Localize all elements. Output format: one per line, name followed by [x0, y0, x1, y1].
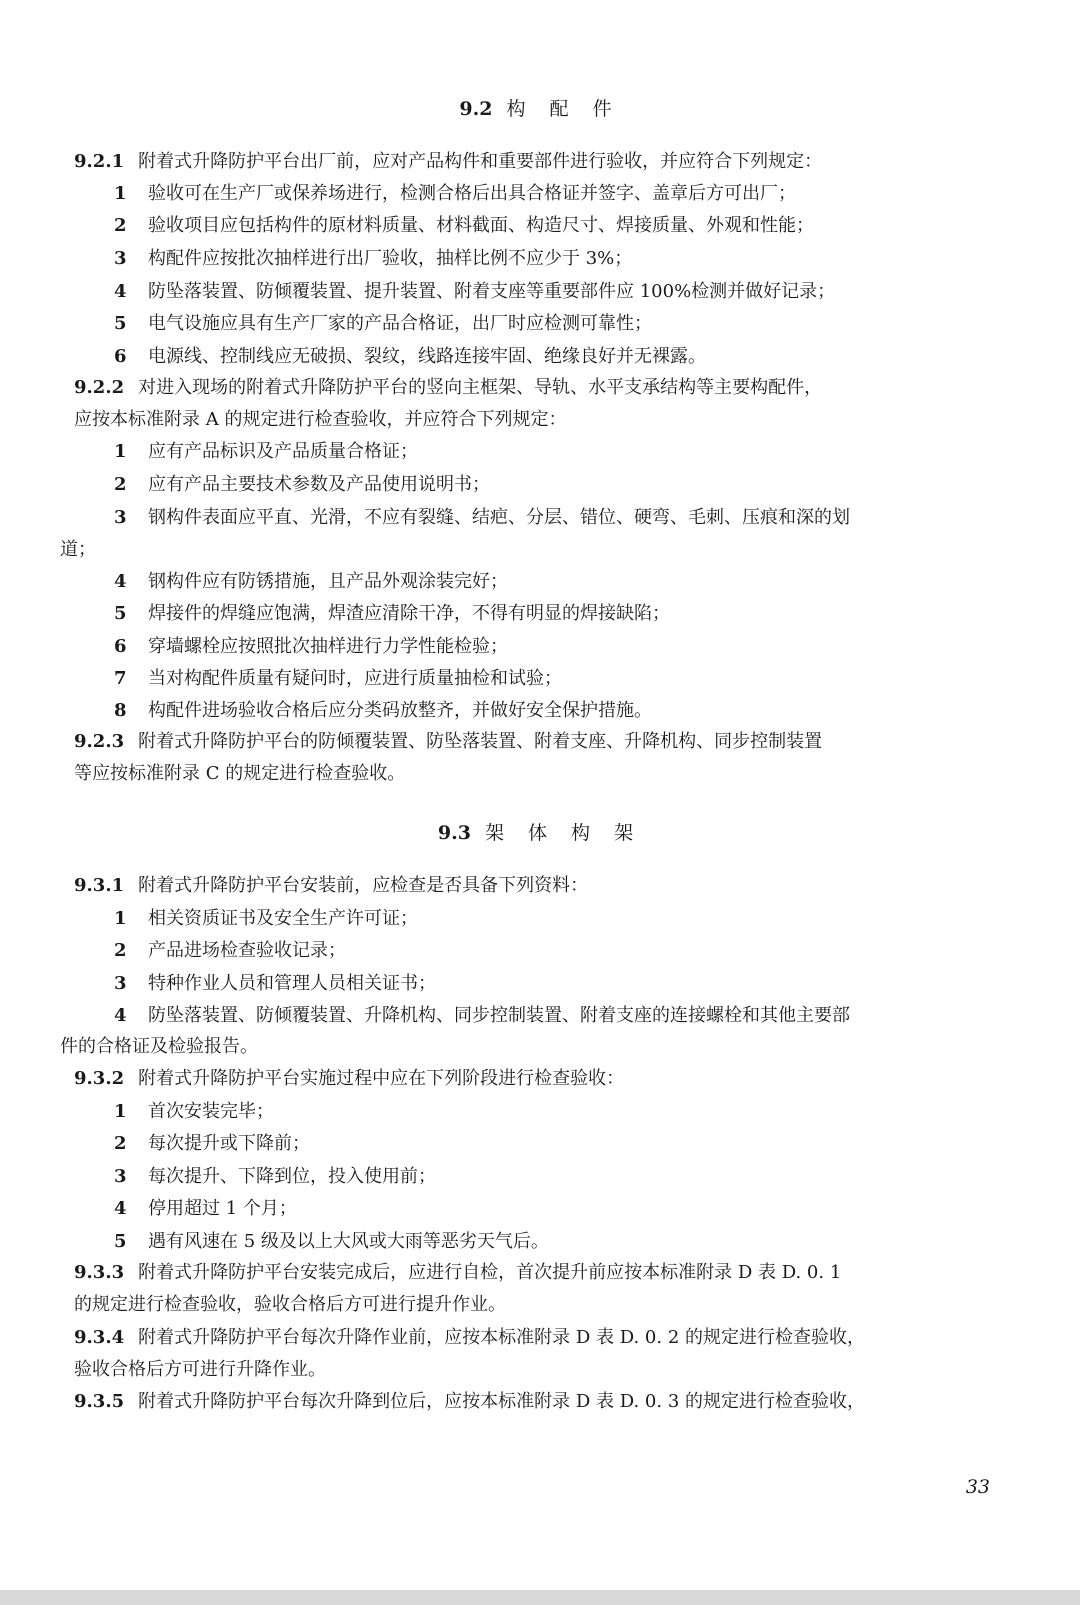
clause-text: 对进入现场的附着式升降防护平台的竖向主框架、导轨、水平支承结构等主要构配件，: [138, 377, 823, 398]
clause-number: 9.3.2: [74, 1068, 125, 1089]
clause-number: 9.3.3: [74, 1262, 125, 1283]
list-item: 5 遇有风速在 5 级及以上大风或大雨等恶劣天气后。: [114, 1231, 549, 1252]
list-item: 6 电源线、控制线应无破损、裂纹，线路连接牢固、绝缘良好并无裸露。: [114, 346, 706, 367]
clause-text: 附着式升降防护平台每次升降作业前，应按本标准附录 D 表 D. 0. 2 的规定进行检查验收，: [138, 1327, 866, 1348]
section-title: 构 配 件: [506, 98, 621, 120]
clause-text: 附着式升降防护平台实施过程中应在下列阶段进行检查验收：: [138, 1068, 625, 1089]
clause-text: 附着式升降防护平台每次升降到位后，应按本标准附录 D 表 D. 0. 3 的规定进行检查验收，: [138, 1391, 866, 1412]
list-item-continued: 道；: [60, 539, 96, 560]
list-item: 3 钢构件表面应平直、光滑，不应有裂缝、结疤、分层、错位、硬弯、毛刺、压痕和深的划: [114, 507, 850, 528]
clause-text: 附着式升降防护平台安装完成后，应进行自检，首次提升前应按本标准附录 D 表 D. 0. 1: [138, 1262, 842, 1283]
clause-9-2-2: [74, 372, 994, 404]
section-heading-9-3: [0, 818, 1080, 845]
page-number: 33: [965, 1476, 990, 1498]
list-item: 2 每次提升或下降前；: [114, 1133, 310, 1154]
section-title: 架 体 构 架: [484, 822, 643, 844]
list-item: 1 应有产品标识及产品质量合格证；: [114, 441, 418, 462]
list-item: 3 构配件应按批次抽样进行出厂验收，抽样比例不应少于 3%；: [114, 248, 633, 269]
clause-number: 9.2.3: [74, 731, 125, 752]
clause-number: 9.2.1: [74, 151, 125, 172]
list-item: 2 产品进场检查验收记录；: [114, 940, 346, 961]
clause-text: 附着式升降防护平台的防倾覆装置、防坠落装置、附着支座、升降机构、同步控制装置: [138, 731, 823, 752]
list-item: 1 首次安装完毕；: [114, 1101, 274, 1122]
list-item: 4 防坠落装置、防倾覆装置、提升装置、附着支座等重要部件应 100%检测并做好记录；: [114, 281, 836, 302]
clause-text: 附着式升降防护平台安装前，应检查是否具备下列资料：: [138, 875, 589, 896]
viewer-bottom-edge: [0, 1590, 1080, 1605]
clause-number: 9.3.5: [74, 1391, 125, 1412]
section-number: 9.3: [437, 822, 471, 844]
clause-9-2-3: [74, 726, 994, 758]
list-item-continued: 件的合格证及检验报告。: [60, 1036, 258, 1057]
clause-text-continued: 的规定进行检查验收，验收合格后方可进行提升作业。: [74, 1294, 506, 1315]
list-item: 5 电气设施应具有生产厂家的产品合格证，出厂时应检测可靠性；: [114, 313, 652, 334]
clause-text-continued: 应按本标准附录 A 的规定进行检查验收，并应符合下列规定：: [74, 409, 567, 430]
clause-text-continued: 等应按标准附录 C 的规定进行检查验收。: [74, 763, 406, 784]
list-item: 3 特种作业人员和管理人员相关证书；: [114, 973, 436, 994]
section-heading-9-2: [0, 94, 1080, 121]
clause-9-2-1: [74, 146, 994, 178]
list-item: 1 验收可在生产厂或保养场进行，检测合格后出具合格证并签字、盖章后方可出厂；: [114, 183, 796, 204]
clause-9-3-1: [74, 870, 994, 902]
list-item: 2 验收项目应包括构件的原材料质量、材料截面、构造尺寸、焊接质量、外观和性能；: [114, 215, 814, 236]
clause-text: 附着式升降防护平台出厂前，应对产品构件和重要部件进行验收，并应符合下列规定：: [138, 151, 823, 172]
clause-9-3-2: [74, 1063, 994, 1095]
section-number: 9.2: [459, 98, 493, 120]
clause-text-continued: 验收合格后方可进行升降作业。: [74, 1359, 326, 1380]
list-item: 6 穿墙螺栓应按照批次抽样进行力学性能检验；: [114, 636, 508, 657]
list-item: 4 钢构件应有防锈措施，且产品外观涂装完好；: [114, 571, 508, 592]
list-item: 1 相关资质证书及安全生产许可证；: [114, 908, 418, 929]
clause-9-3-5: [74, 1386, 994, 1418]
list-item: 5 焊接件的焊缝应饱满，焊渣应清除干净，不得有明显的焊接缺陷；: [114, 603, 670, 624]
clause-number: 9.3.1: [74, 875, 125, 896]
list-item: 2 应有产品主要技术参数及产品使用说明书；: [114, 474, 490, 495]
list-item: 4 停用超过 1 个月；: [114, 1198, 297, 1219]
clause-number: 9.3.4: [74, 1327, 125, 1348]
list-item: 7 当对构配件质量有疑问时，应进行质量抽检和试验；: [114, 668, 562, 689]
clause-9-3-3: [74, 1257, 994, 1289]
list-item: 8 构配件进场验收合格后应分类码放整齐，并做好安全保护措施。: [114, 700, 652, 721]
clause-9-3-4: [74, 1322, 994, 1354]
list-item: 4 防坠落装置、防倾覆装置、升降机构、同步控制装置、附着支座的连接螺栓和其他主要部: [114, 1005, 850, 1026]
list-item: 3 每次提升、下降到位，投入使用前；: [114, 1166, 436, 1187]
clause-number: 9.2.2: [74, 377, 125, 398]
